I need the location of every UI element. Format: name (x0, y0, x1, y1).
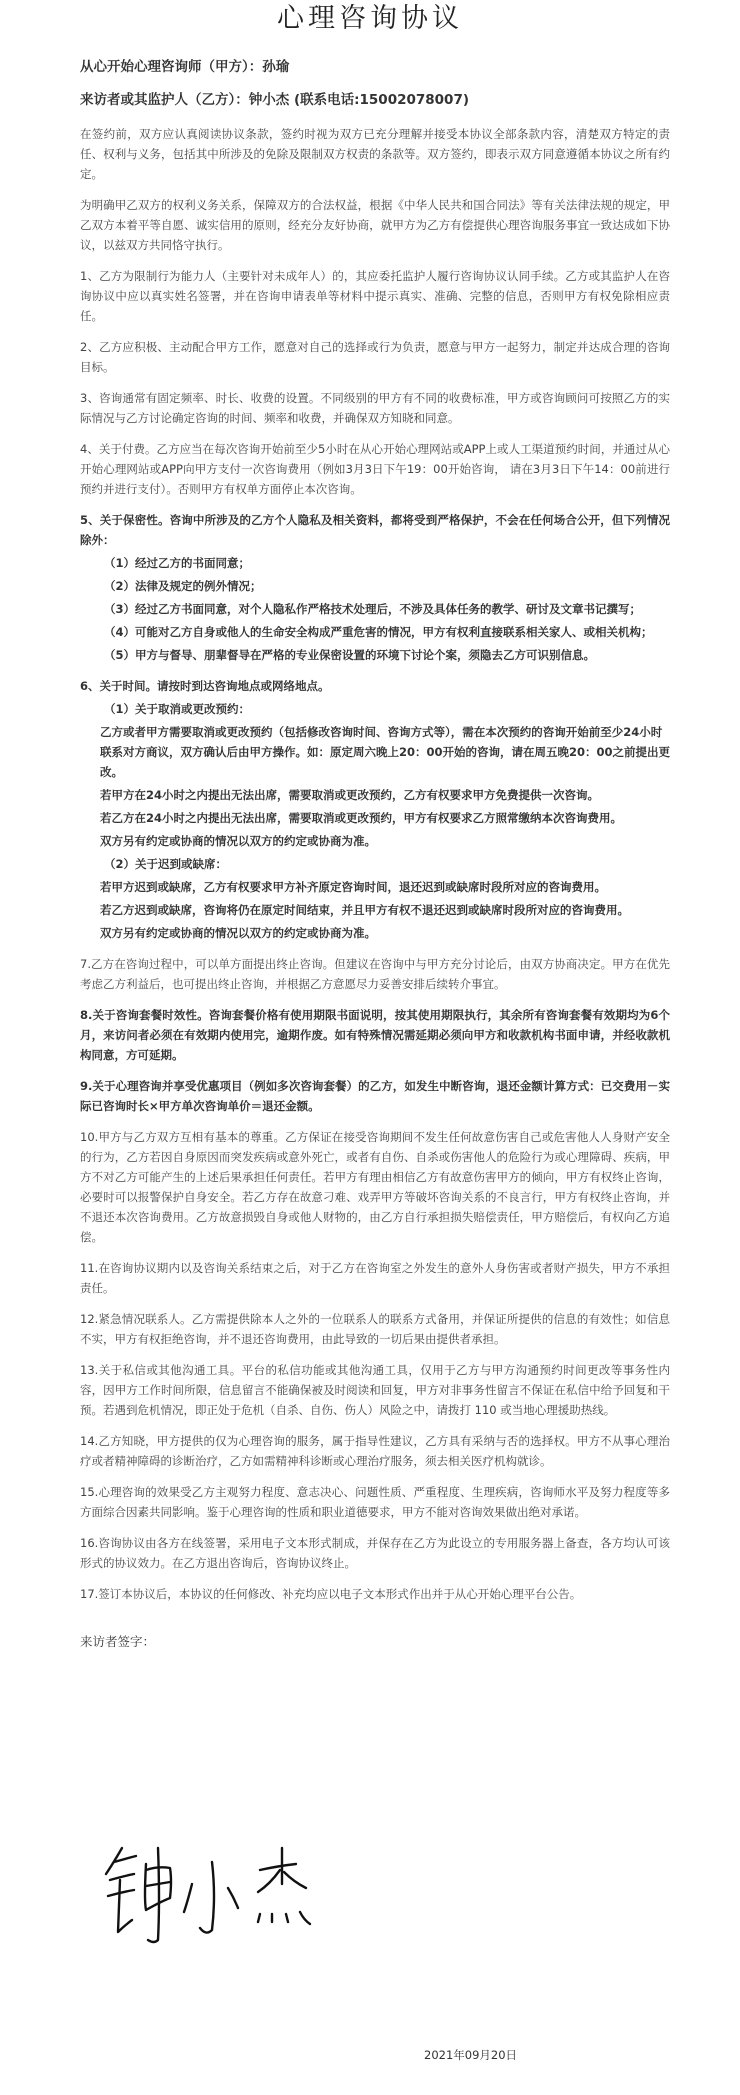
clause-5-item: （2）法律及规定的例外情况； (104, 579, 262, 593)
handwritten-signature (100, 1840, 350, 1950)
clause-5-item: （4）可能对乙方自身或他人的生命安全构成严重危害的情况，甲方有权利直接联系相关家人、或相关机构； (104, 625, 653, 639)
intro-paragraph-1: 在签约前，双方应认真阅读协议条款，签约时视为双方已充分理解并接受本协议全部条款内容，清楚双方特定的责任、权利与义务，包括其中所涉及的免除及限制双方权责的条款等。双方签约，即表示双方同意遵循本协议之所有约定。 (80, 127, 670, 181)
clause-6-heading-2: （2）关于迟到或缺席： (104, 857, 228, 871)
clause-10: 10.甲方与乙方双方互相有基本的尊重。乙方保证在接受咨询期间不发生任何故意伤害自己或危害他人人身财产安全的行为，乙方若因自身原因而突发疾病或意外死亡，或者有自伤、自杀或伤害他人的危险行为或心理障碍、疾病，甲方不对乙方可能产生的上述后果承担任何责任。若甲方有理由相信乙方有故意伤害甲方的倾向，甲方有权终止咨询，必要时可以报警保护自身安全。若乙方存在故意刁难、戏弄甲方等破坏咨询关系的不良言行，甲方有权终止咨询，并不退还本次咨询费用。乙方故意损毁自身或他人财物的，由乙方自行承担损失赔偿责任，甲方赔偿后，有权向乙方追偿。 (80, 1130, 670, 1244)
clause-6-paragraph: 双方另有约定或协商的情况以双方的约定或协商为准。 (100, 834, 376, 848)
clause-6-paragraph: 双方另有约定或协商的情况以双方的约定或协商为准。 (100, 926, 376, 940)
clause-5-item: （5）甲方与督导、朋辈督导在严格的专业保密设置的环境下讨论个案，须隐去乙方可识别信息。 (104, 648, 595, 662)
document-title: 心理咨询协议 (277, 3, 463, 34)
clause-5: 5、关于保密性。咨询中所涉及的乙方个人隐私及相关资料，都将受到严格保护，不会在任何场合公开，但下列情况除外： (80, 513, 670, 547)
clause-6-paragraph: 若乙方在24小时之内提出无法出席，需要取消或更改预约，甲方有权要求乙方照常缴纳本次咨询费用。 (100, 811, 622, 825)
clause-1: 1、乙方为限制行为能力人（主要针对未成年人）的，其应委托监护人履行咨询协议认同手续。乙方或其监护人在咨询协议中应以真实姓名签署，并在咨询申请表单等材料中提示真实、准确、完整的信息，否则甲方有权免除相应责任。 (80, 269, 670, 323)
party-a: 从心开始心理咨询师（甲方）：孙瑜 (80, 59, 290, 75)
clause-6-heading-1: （1）关于取消或更改预约： (104, 702, 251, 716)
clause-5-item: （1）经过乙方的书面同意； (104, 556, 251, 570)
signature-label: 来访者签字： (80, 1634, 156, 1649)
clause-6: 6、关于时间。请按时到达咨询地点或网络地点。 (80, 679, 330, 693)
clause-13: 13.关于私信或其他沟通工具。平台的私信功能或其他沟通工具，仅用于乙方与甲方沟通预约时间更改等事务性内容，因甲方工作时间所限，信息留言不能确保被及时阅读和回复，甲方对非事务性留言不保证在私信中给予回复和干预。若遇到危机情况，即正处于危机（自杀、自伤、伤人）风险之中，请拨打 110 或当地心理援助热线。 (80, 1363, 670, 1417)
clause-6-paragraph: 若甲方迟到或缺席，乙方有权要求甲方补齐原定咨询时间，退还迟到或缺席时段所对应的咨询费用。 (100, 880, 606, 894)
clause-2: 2、乙方应积极、主动配合甲方工作，愿意对自己的选择或行为负责，愿意与甲方一起努力，制定并达成合理的咨询目标。 (80, 340, 670, 374)
clause-14: 14.乙方知晓，甲方提供的仅为心理咨询的服务，属于指导性建议，乙方具有采纳与否的选择权。甲方不从事心理治疗或者精神障碍的诊断治疗，乙方如需精神科诊断或心理治疗服务，须去相关医疗机构就诊。 (80, 1434, 670, 1468)
clause-7: 7.乙方在咨询过程中，可以单方面提出终止咨询。但建议在咨询中与甲方充分讨论后，由双方协商决定。甲方在优先考虑乙方利益后，也可提出终止咨询，并根据乙方意愿尽力妥善安排后续转介事宜。 (80, 957, 670, 991)
clause-9: 9.关于心理咨询并享受优惠项目（例如多次咨询套餐）的乙方，如发生中断咨询，退还金额计算方式：已交费用－实际已咨询时长×甲方单次咨询单价＝退还金额。 (80, 1079, 670, 1113)
document-body (80, 50, 670, 1650)
clause-16: 16.咨询协议由各方在线签署，采用电子文本形式制成，并保存在乙方为此设立的专用服务器上备查，各方均认可该形式的协议效力。在乙方退出咨询后，咨询协议终止。 (80, 1536, 670, 1570)
clause-6-paragraph: 若乙方迟到或缺席，咨询将仍在原定时间结束，并且甲方有权不退还迟到或缺席时段所对应的咨询费用。 (100, 903, 629, 917)
clause-15: 15.心理咨询的效果受乙方主观努力程度、意志决心、问题性质、严重程度、生理疾病，咨询师水平及努力程度等多方面综合因素共同影响。鉴于心理咨询的性质和职业道德要求，甲方不能对咨询效果做出绝对承诺。 (80, 1485, 670, 1519)
clause-11: 11.在咨询协议期内以及咨询关系结束之后，对于乙方在咨询室之外发生的意外人身伤害或者财产损失，甲方不承担责任。 (80, 1261, 670, 1295)
clause-6-paragraph: 若甲方在24小时之内提出无法出席，需要取消或更改预约，乙方有权要求甲方免费提供一次咨询。 (100, 788, 599, 802)
clause-4: 4、关于付费。乙方应当在每次咨询开始前至少5小时在从心开始心理网站或APP上或人工渠道预约时间，并通过从心开始心理网站或APP向甲方支付一次咨询费用（例如3月3日下午19：00开始咨询， 请在3月3日下午14：00前进行预约并进行支付）。否则甲方有权单方面停止本次咨询。 (80, 442, 670, 496)
clause-12: 12.紧急情况联系人。乙方需提供除本人之外的一位联系人的联系方式备用，并保证所提供的信息的有效性；如信息不实，甲方有权拒绝咨询，并不退还咨询费用，由此导致的一切后果由提供者承担。 (80, 1312, 670, 1346)
clause-3: 3、咨询通常有固定频率、时长、收费的设置。不同级别的甲方有不同的收费标准，甲方或咨询顾问可按照乙方的实际情况与乙方讨论确定咨询的时间、频率和收费，并确保双方知晓和同意。 (80, 391, 670, 425)
clause-8: 8.关于咨询套餐时效性。咨询套餐价格有使用期限书面说明，按其使用期限执行，其余所有咨询套餐有效期均为6个月，来访问者必须在有效期内使用完，逾期作废。如有特殊情况需延期必须向甲方和收款机构书面申请，并经收款机构同意，方可延期。 (80, 1008, 670, 1062)
party-b: 来访者或其监护人（乙方）：钟小杰 (联系电话:15002078007) (80, 92, 470, 108)
signing-date: 2021年09月20日 (424, 2048, 518, 2062)
clause-6-paragraph: 乙方或者甲方需要取消或更改预约（包括修改咨询时间、咨询方式等），需在本次预约的咨询开始前至少24小时联系对方商议，双方确认后由甲方操作。如：原定周六晚上20：00开始的咨询，请在周五晚20：00之前提出更改。 (100, 725, 671, 779)
intro-paragraph-2: 为明确甲乙双方的权利义务关系，保障双方的合法权益，根据《中华人民共和国合同法》等有关法律法规的规定，甲乙双方本着平等自愿、诚实信用的原则，经充分友好协商，就甲方为乙方有偿提供心理咨询服务事宜一致达成如下协议，以兹双方共同恪守执行。 (80, 198, 670, 252)
clause-17: 17.签订本协议后，本协议的任何修改、补充均应以电子文本形式作出并于从心开始心理平台公告。 (80, 1587, 582, 1601)
clause-5-item: （3）经过乙方书面同意，对个人隐私作严格技术处理后，不涉及具体任务的教学、研讨及文章书记撰写； (104, 602, 641, 616)
